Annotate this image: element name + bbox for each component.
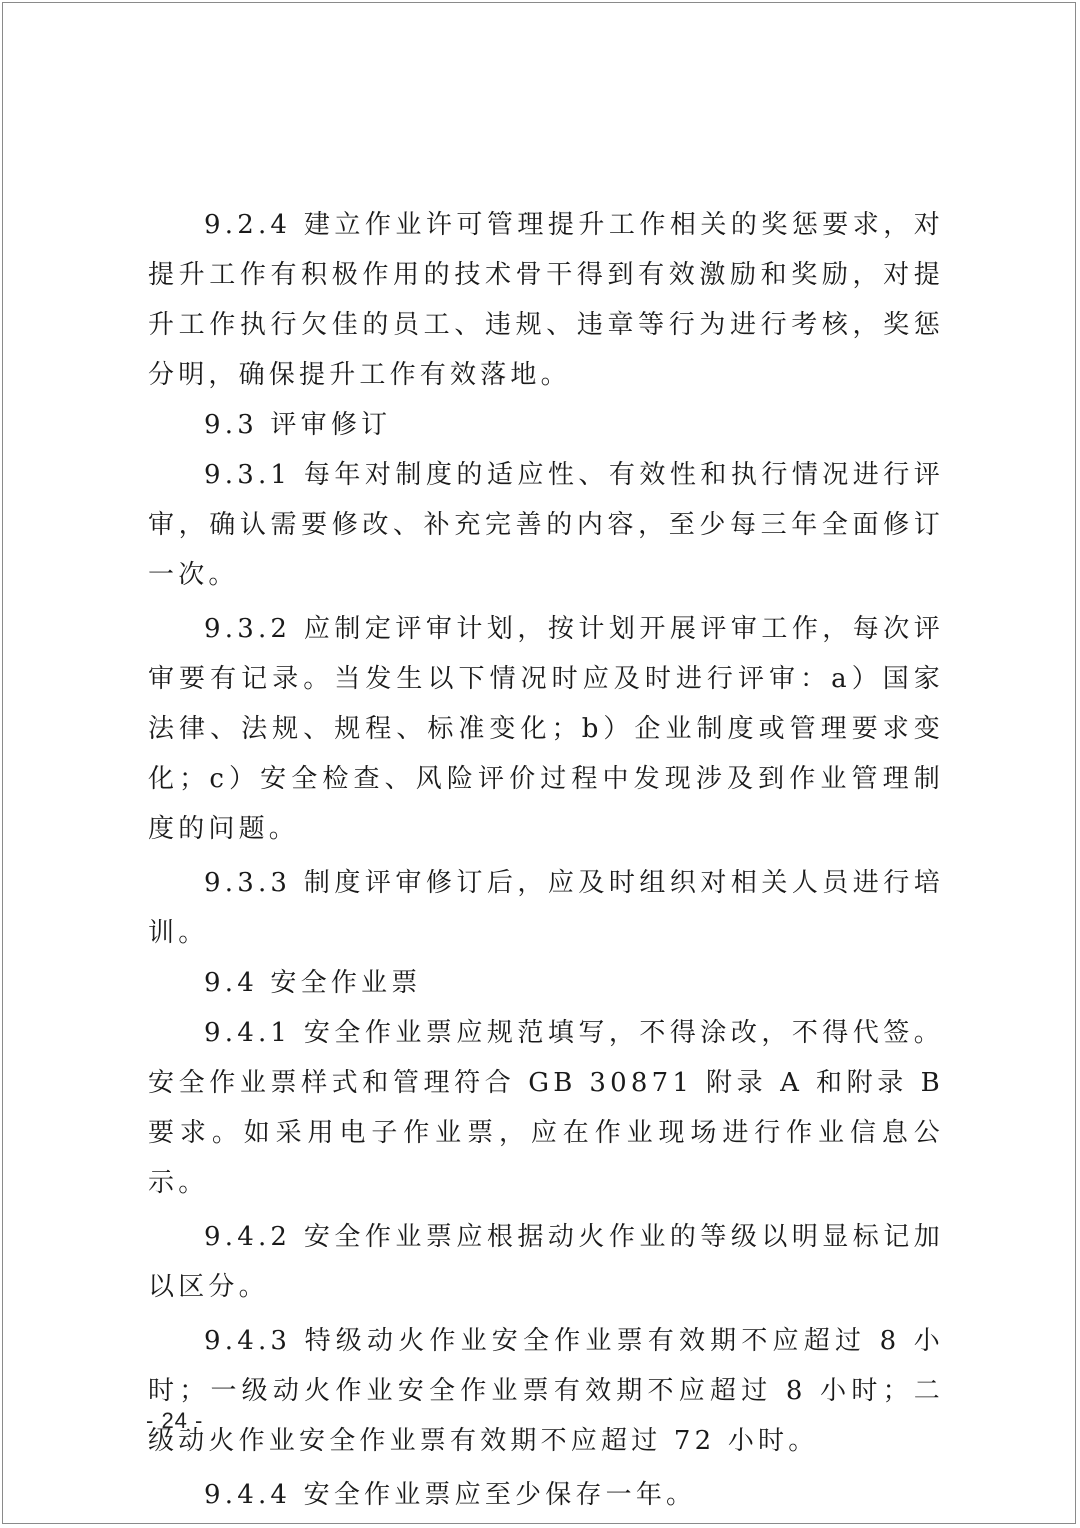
- paragraph-9-2-4: 9.2.4 建立作业许可管理提升工作相关的奖惩要求，对提升工作有积极作用的技术骨干得到有效激励和奖励，对提升工作执行欠佳的员工、违规、违章等行为进行考核，奖惩分明，确保提升工作有效落地。: [148, 210, 944, 390]
- paragraph-9-3-2: 9.3.2 应制定评审计划，按计划开展评审工作，每次评审要有记录。当发生以下情况时应及时进行评审：a）国家法律、法规、规程、标准变化；b）企业制度或管理要求变化；c）安全检查、风险评价过程中发现涉及到作业管理制度的问题。: [148, 614, 944, 844]
- paragraph-9-3-1: 9.3.1 每年对制度的适应性、有效性和执行情况进行评审，确认需要修改、补充完善的内容，至少每三年全面修订一次。: [148, 460, 944, 590]
- paragraph-9-4-1: 9.4.1 安全作业票应规范填写，不得涂改，不得代签。安全作业票样式和管理符合 GB 30871 附录 A 和附录 B 要求。如采用电子作业票，应在作业现场进行作业信息公示。: [148, 1018, 944, 1198]
- section-heading-9-3: 9.3 评审修订: [204, 410, 392, 440]
- paragraph-9-3-3: 9.3.3 制度评审修订后，应及时组织对相关人员进行培训。: [148, 868, 944, 948]
- paragraph-9-4-2: 9.4.2 安全作业票应根据动火作业的等级以明显标记加以区分。: [148, 1222, 944, 1302]
- section-heading-9-4: 9.4 安全作业票: [204, 968, 422, 998]
- paragraph-9-4-4: 9.4.4 安全作业票应至少保存一年。: [204, 1480, 697, 1510]
- paragraph-9-4-3: 9.4.3 特级动火作业安全作业票有效期不应超过 8 小时；一级动火作业安全作业票有效期不应超过 8 小时；二级动火作业安全作业票有效期不应超过 72 小时。: [148, 1326, 944, 1456]
- page-number: - 24 -: [146, 1408, 204, 1433]
- document-body: [148, 200, 944, 1520]
